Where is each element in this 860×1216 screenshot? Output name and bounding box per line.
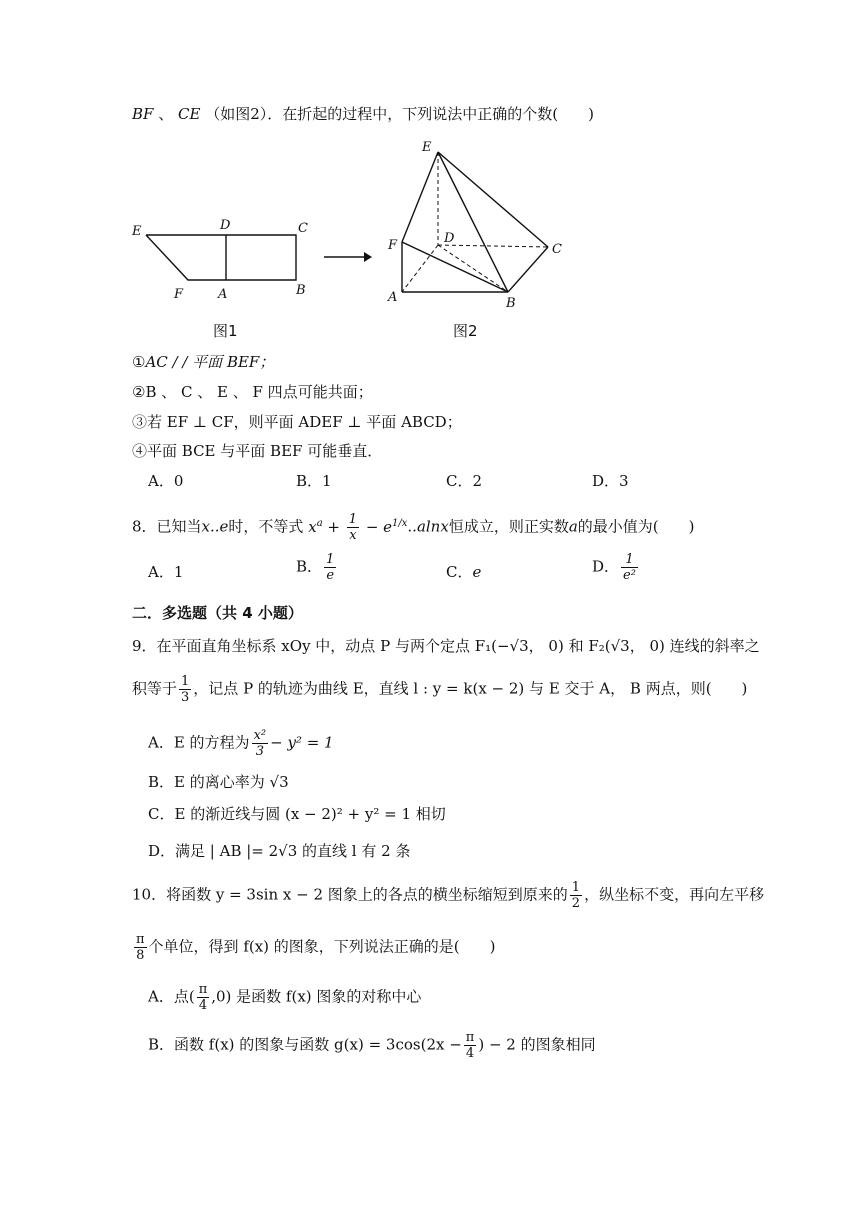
section-heading: 二．多选题（共 4 小题） [132,604,303,622]
fraction [570,880,582,911]
option-value: 1 [173,563,184,581]
numerator: x² [253,728,267,743]
denominator: e² [623,568,636,583]
option-value: e [472,563,482,581]
statement-3 [132,412,462,432]
q7-option-d[interactable] [592,471,629,491]
option-label: A． [148,472,174,490]
q10-line-1 [132,880,764,911]
q7-option-c[interactable] [446,471,482,491]
statement-text: B 、 C 、 E 、 F 四点可能共面； [145,383,373,401]
fig2-vertex-f: F [388,238,398,253]
q8-end: 的最小值为( ) [577,517,695,536]
q8-inequality-tail: ..alnx [407,517,449,536]
q9-line-1: 9．在平面直角坐标系 xOy 中，动点 P 与两个定点 F₁(−√3， 0) 和 F₂(√3， 0) 连线的斜率之 [132,637,760,655]
option-label: D． [592,472,620,490]
option-label: C． [446,563,473,581]
q9-option-a[interactable] [148,728,334,759]
fig1-vertex-c: C [298,221,308,236]
denominator: 3 [255,744,264,759]
q9-option-c[interactable]: C．E 的渐近线与圆 (x − 2)² + y² = 1 相切 [148,805,446,823]
fig1-vertex-f: F [174,287,184,302]
fraction [464,1030,477,1061]
option-label: C． [446,472,473,490]
q7-intro [132,104,594,124]
denominator: 4 [198,998,208,1013]
q8-option-c[interactable] [446,562,481,582]
q9-line-2 [132,674,747,705]
fraction [621,552,638,583]
figure-2-caption: 图2 [453,322,478,340]
figure-1 [128,210,328,320]
statement-text: 平面 BCE 与平面 BEF 可能垂直． [147,442,383,460]
option-label: B． [296,472,323,490]
q9-option-b[interactable]: B．E 的离心率为 √3 [148,773,289,791]
fraction [197,982,210,1013]
option-text: A．点( [148,987,195,1006]
statement-text: 若 EF ⊥ CF，则平面 ADEF ⊥ 平面 ABCD； [147,413,462,431]
q10-option-a[interactable] [148,982,421,1013]
q10-text: 10．将函数 y = 3sin x − 2 图象上的各点的横坐标缩短到原来的 [132,885,568,904]
fig2-vertex-c: C [552,242,562,257]
arrow-icon [322,250,372,264]
option-label: B． [296,557,323,576]
option-text: ,0) 是函数 f(x) 图象的对称中心 [211,987,422,1006]
q9-text: ，记点 P 的轨迹为曲线 E，直线 l : y = k(x − 2) 与 E 交于 A， B 两点，则( ) [193,679,748,698]
figure-1-caption: 图1 [213,322,238,340]
numerator: 1 [571,880,581,895]
separator: 、 [153,105,174,123]
q10-line-2 [132,932,496,963]
fraction: $\frac{1}{x}$ [348,512,358,543]
figure-2 [380,135,570,310]
q7-intro-text: （如图2）．在折起的过程中，下列说法中正确的个数( ) [205,105,594,123]
option-text: B．函数 f(x) 的图象与函数 g(x) = 3cos(2x − [148,1035,462,1054]
statement-number: ① [132,353,146,371]
q8-option-d[interactable] [592,552,640,583]
q8-option-a[interactable] [148,562,183,582]
fig1-vertex-b: B [296,283,306,298]
fraction [324,552,336,583]
denominator: 4 [465,1046,475,1061]
option-value: 2 [472,472,483,490]
fig1-vertex-d: D [220,218,231,233]
fig2-vertex-b: B [506,296,516,310]
fig2-vertex-d: D [444,231,455,246]
option-text: ) − 2 的图象相同 [478,1035,596,1054]
option-label: D． [592,557,620,576]
q10-text: ，纵坐标不变，再向左平移 [584,885,765,904]
statement-2 [132,382,373,402]
q8-condition: x..e [201,517,229,536]
numerator: π [198,982,208,997]
denominator: 2 [571,896,581,911]
statement-4 [132,441,382,461]
option-label: A． [148,563,174,581]
q8-inequality: $x^a$ + $\frac{1}{x}$ − $e^{1/x}$ [308,512,408,543]
q8-option-b[interactable] [296,552,338,583]
q9-text: 积等于 [132,679,178,698]
q8-suffix: 恒成立，则正实数 [448,517,569,536]
q10-text: 个单位，得到 f(x) 的图象，下列说法正确的是( ) [148,937,496,956]
fig2-vertex-a: A [388,290,398,305]
option-value: 1 [322,472,332,490]
fraction [134,932,147,963]
statement-text: AC / / 平面 BEF； [145,353,275,371]
denominator: 8 [136,948,145,963]
ce-label: CE [178,105,201,123]
statement-number: ④ [132,442,148,460]
q8-stem [132,512,695,543]
q7-option-a[interactable] [148,471,183,491]
bf-label: BF [132,105,154,123]
fraction [252,728,269,759]
statement-1 [132,352,274,372]
option-text: A．E 的方程为 [148,733,250,752]
q7-option-b[interactable] [296,471,332,491]
q8-mid: 时，不等式 [228,517,304,536]
q10-option-b[interactable] [148,1030,596,1061]
option-value: 0 [173,472,184,490]
numerator: π [136,932,145,947]
fraction [179,674,191,705]
statement-number: ② [132,383,146,401]
statement-number: ③ [132,413,148,431]
fig1-vertex-a: A [218,287,228,302]
numerator: 1 [181,674,190,689]
option-text: − y² = 1 [270,733,334,752]
numerator: 1 [621,552,638,568]
q8-var: a [568,517,578,536]
fig1-vertex-e: E [132,224,142,239]
fig2-vertex-e: E [422,140,432,155]
option-value: 3 [619,472,629,490]
numerator: 1 [326,552,335,567]
q9-option-d[interactable]: D．满足 | AB |= 2√3 的直线 l 有 2 条 [148,842,411,860]
numerator: π [465,1030,475,1045]
denominator: e [326,568,335,583]
denominator: 3 [181,690,190,705]
q8-prefix: 8．已知当 [132,517,202,536]
